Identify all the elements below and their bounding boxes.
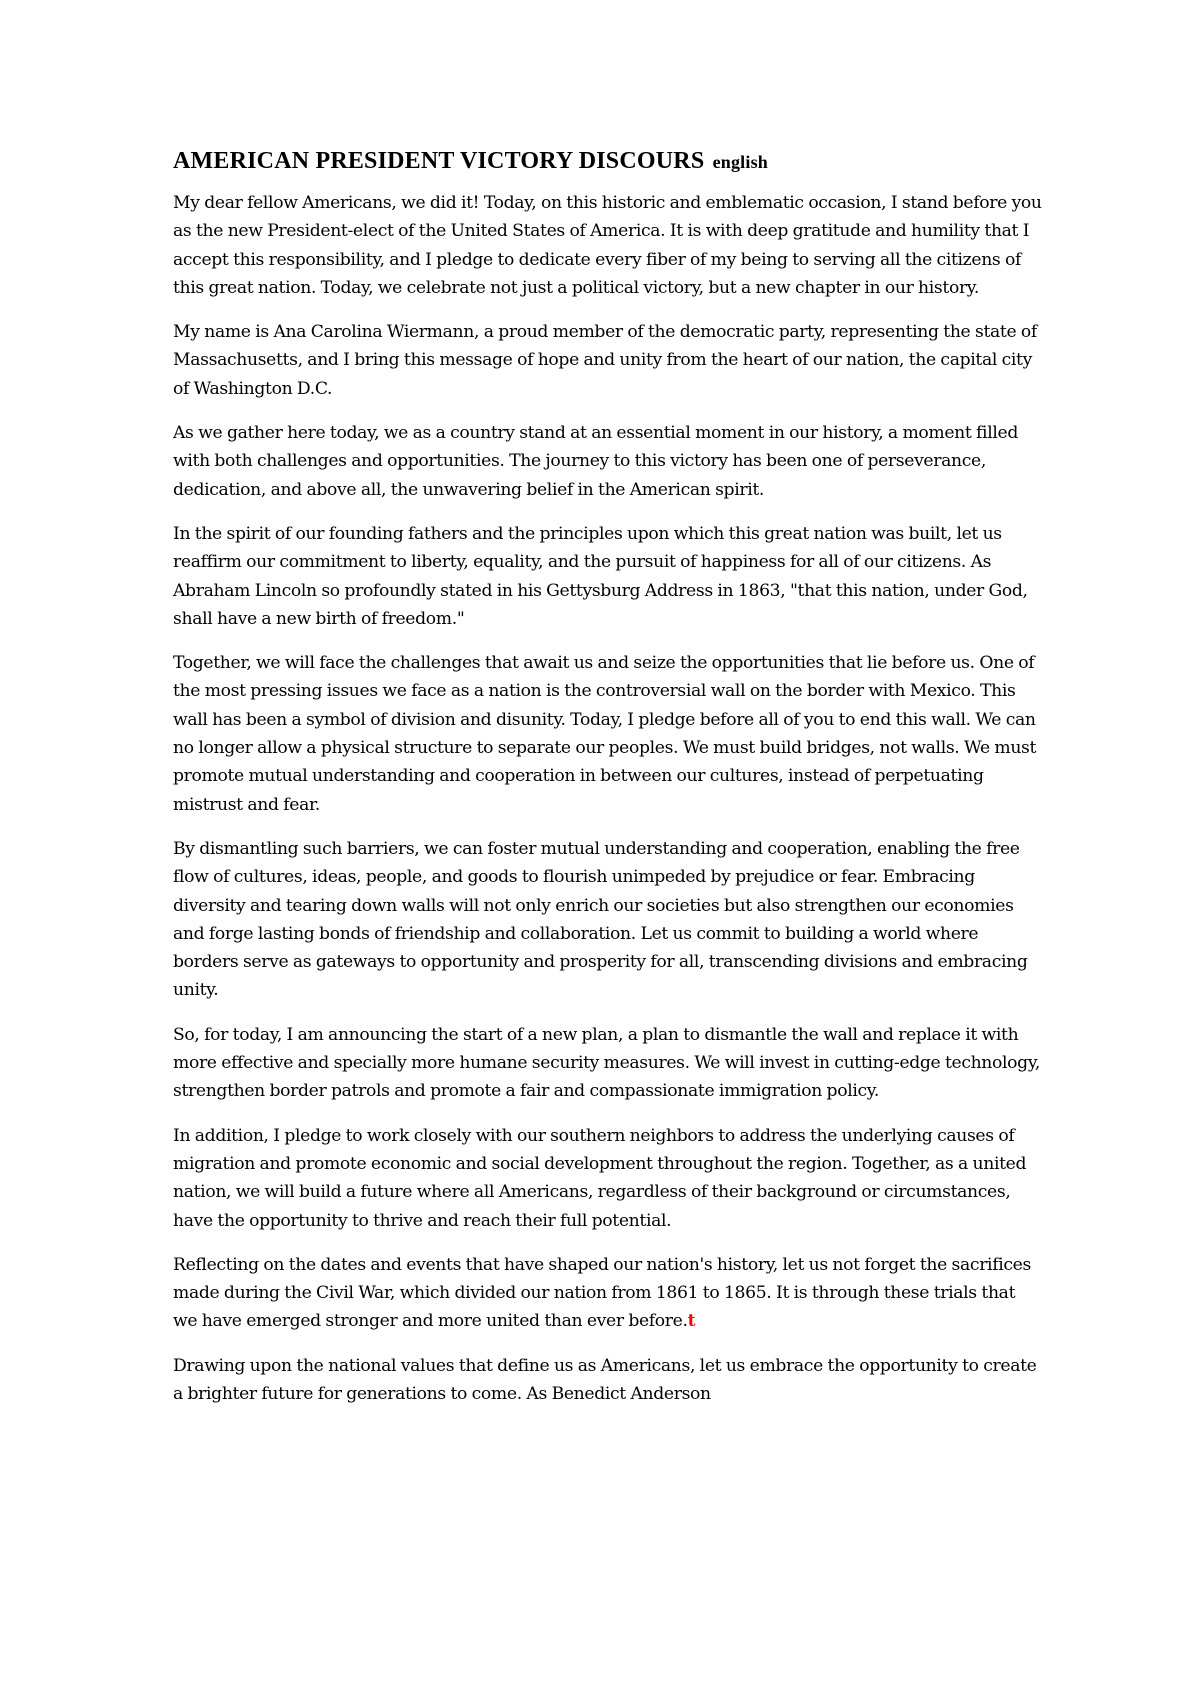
paragraph-1: My dear fellow Americans, we did it! Today, on this historic and emblematic occasion, I stand before you as the new President-elect of the United States of America. It is with deep gratitude and humility that I accept this responsibility, and I pledge to dedicate every fiber of my being to serving all the citizens of this great nation. Today, we celebrate not just a political victory, but a new chapter in our history. — [173, 193, 1042, 298]
paragraph-8: In addition, I pledge to work closely with our southern neighbors to address the underlying causes of migration and promote economic and social development throughout the region. Together, as a united nation, we will build a future where all Americans, regardless of their background or circumstances, have the opportunity to thrive and reach their full potential. — [173, 1125, 1027, 1231]
paragraph-10: Drawing upon the national values that define us as Americans, let us embrace the opportunity to create a brighter future for generations to come. As Benedict Anderson — [173, 1355, 1037, 1404]
paragraph-3: As we gather here today, we as a country stand at an essential moment in our history, a moment filled with both challenges and opportunities. The journey to this victory has been one of perseverance, dedication, and above all, the unwavering belief in the American spirit. — [173, 423, 1018, 500]
red-typo-mark: t — [687, 1311, 696, 1332]
paragraph-2: My name is Ana Carolina Wiermann, a proud member of the democratic party, representing the state of Massachusetts, and I bring this message of hope and unity from the heart of our nation, the capital city of Washington D.C. — [173, 322, 1037, 399]
document-title-tag: english — [712, 152, 768, 172]
paragraph-5: Together, we will face the challenges that await us and seize the opportunities that lie before us. One of the most pressing issues we face as a nation is the controversial wall on the border with Mexico. This wall has been a symbol of division and disunity. Today, I pledge before all of you to end this wall. We can no longer allow a physical structure to separate our peoples. We must build bridges, not walls. We must promote mutual understanding and cooperation in between our cultures, instead of perpetuating mistrust and fear. — [173, 653, 1037, 815]
paragraph-4: In the spirit of our founding fathers and the principles upon which this great nation was built, let us reaffirm our commitment to liberty, equality, and the pursuit of happiness for all of our citizens. As Abraham Lincoln so profoundly stated in his Gettysburg Address in 1863, "that this nation, under God, shall have a new birth of freedom." — [173, 523, 1028, 629]
paragraph-9-text: Reflecting on the dates and events that have shaped our nation's history, let us not forget the sacrifices made during the Civil War, which divided our nation from 1861 to 1865. It is through these trials that we have emerged stronger and more united than ever before. — [173, 1254, 1031, 1332]
document-body — [173, 146, 1043, 1424]
document-title — [173, 146, 1043, 177]
paragraph-6: By dismantling such barriers, we can foster mutual understanding and cooperation, enabling the free flow of cultures, ideas, people, and goods to flourish unimpeded by prejudice or fear. Embracing diversity and tearing down walls will not only enrich our societies but also strengthen our economies and forge lasting bonds of friendship and collaboration. Let us commit to building a world where borders serve as gateways to opportunity and prosperity for all, transcending divisions and embracing unity. — [173, 838, 1028, 1001]
paragraph-7: So, for today, I am announcing the start of a new plan, a plan to dismantle the wall and replace it with more effective and specially more humane security measures. We will invest in cutting-edge technology, strengthen border patrols and promote a fair and compassionate immigration policy. — [173, 1024, 1041, 1102]
paragraph-9 — [173, 1251, 1043, 1336]
document-title-text: AMERICAN PRESIDENT VICTORY DISCOURS — [173, 148, 705, 174]
